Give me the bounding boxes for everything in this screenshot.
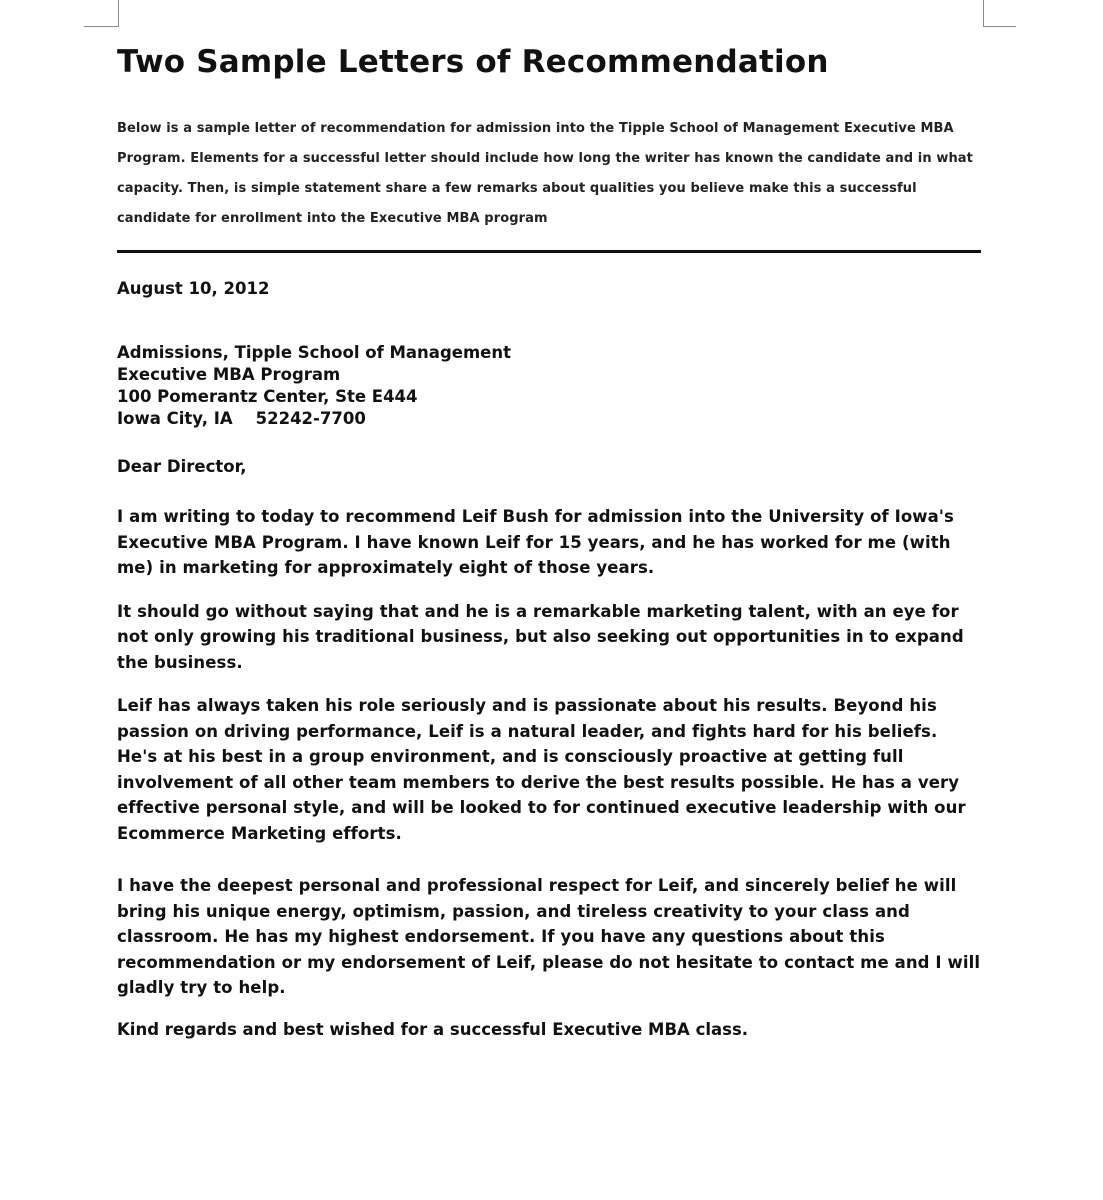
body-paragraph: It should go without saying that and he is a remarkable marketing talent, with an eye for not only growing his traditional business, but also seeking out opportunities in to expand the business. bbox=[117, 601, 964, 672]
crop-mark-top-right bbox=[983, 0, 1016, 27]
crop-mark-top-left bbox=[84, 0, 119, 27]
intro-paragraph: Below is a sample letter of recommendation for admission into the Tipple School of Management Executive MBA Program. Elements for a successful letter should include how long the writer has known the candidate and in what capacity. Then, is simple statement share a few remarks about qualities you believe make this a successful candidate for enrollment into the Executive MBA program bbox=[117, 121, 973, 226]
letter-date: August 10, 2012 bbox=[117, 279, 270, 298]
body-paragraph: I have the deepest personal and professional respect for Leif, and sincerely belief he will bring his unique energy, optimism, passion, and tireless creativity to your class and classroom. He has my highest endorsement. If you have any questions about this recommendation or my endorsement of Leif, please do not hesitate to contact me and I will gladly try to help. bbox=[117, 876, 981, 997]
address-line: Iowa City, IA 52242-7700 bbox=[117, 409, 366, 428]
closing-line: Kind regards and best wished for a successful Executive MBA class. bbox=[117, 1019, 749, 1039]
document-title: Two Sample Letters of Recommendation bbox=[117, 44, 829, 80]
address-line: Executive MBA Program bbox=[117, 365, 341, 384]
recipient-address bbox=[117, 342, 983, 430]
address-line: Admissions, Tipple School of Management bbox=[117, 343, 511, 362]
body-paragraph: Leif has always taken his role seriously and is passionate about his results. Beyond his passion on driving performance, Leif is a natural leader, and fights hard for his beliefs. He's at his best in a group environment, and is consciously proactive at getting full involvement of all other team members to derive the best results possible. He has a very effective personal style, and will be looked to for continued executive leadership with our Ecommerce Marketing efforts. bbox=[117, 696, 966, 843]
address-line: 100 Pomerantz Center, Ste E444 bbox=[117, 387, 418, 406]
horizontal-divider bbox=[117, 250, 981, 253]
salutation: Dear Director, bbox=[117, 457, 247, 476]
document-page bbox=[117, 40, 983, 1041]
body-paragraph: I am writing to today to recommend Leif Bush for admission into the University of Iowa's Executive MBA Program. I have known Leif for 15 years, and he has worked for me (with me) in marketing for approximately eight of those years. bbox=[117, 507, 954, 577]
